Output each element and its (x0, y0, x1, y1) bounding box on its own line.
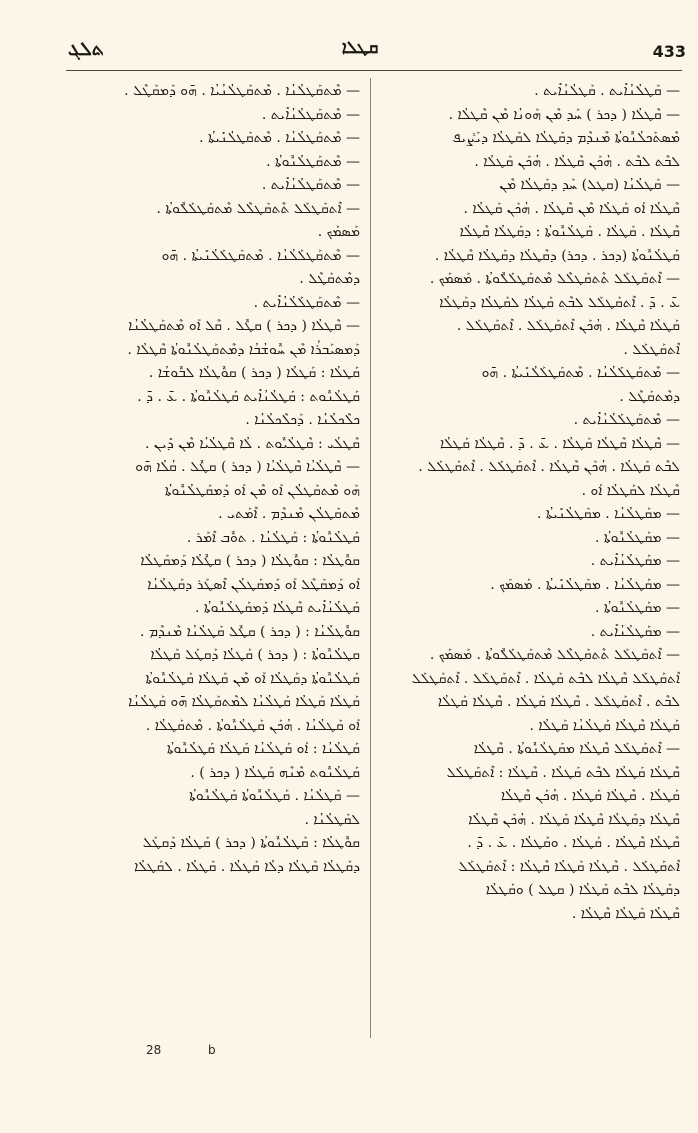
dictionary-line: ܠܩܰܛܠܳܢܳܐ . (304, 811, 360, 828)
dictionary-line: ܩܶܛܠܳܐ ܐܰܘ ܩܰܛܠܳܐ ܡܶܢ ܩܶܛܠܳܐ . ܗܳܟܰܢ ܩܰܛܠܳܐ . (463, 200, 680, 217)
dictionary-line: — ܡܩܰܛܠܳܢܳܐܺܝܬ . (590, 553, 680, 569)
dictionary-line: ܕܩܰܛܠܳܐ ܩܰܛܠܳܐ ܕܠܳܐ ܩܰܛܠܳܐ . ܩܰܛܠܳܐ . ܠܩܰܛܠܳܐ (134, 858, 360, 875)
dictionary-line: — ܡܶܬܩܰܛܠܳܢܽܘܬܳܐ . (266, 153, 360, 170)
dictionary-line: — ܡܩܰܛܠܳܢܳܐܺܝܬ . (590, 623, 680, 640)
dictionary-line: ܟܠܶܟܠܳܢܳܐ . ܕܰܟܠܶܟܠܳܢܳܐ . (245, 412, 360, 428)
dictionary-line: ܕܩܰܛܠܳܐ ܠܒܶܬ ܩܰܛܠܳܐ ( ܩܛܠ ) ܘܩܰܛܠܳܐ (485, 882, 680, 898)
dictionary-line: — ܐܶܬܩܰܛܠܰܠ ܬܶܬܩܰܛܠܶܠ ܡܶܬܩܰܛܠܰܠܽܘܬܳܐ . (156, 200, 360, 217)
dictionary-line: ܩܶܛܠܳܝ : ܩܶܛܠܳܝܽܘܬ . ܠܳܐ ܩܶܛܠܳܝܳܐ ܡܶܢ ܕܺܝܢ . (145, 435, 360, 452)
dictionary-line: ܩܘܽܛܠܳܐ : ܩܰܛܠܳܢܽܘܬܳܐ ( ܕܟܪ ) ܩܰܛܠܳܐ ܕܰܩܛܰܠ (142, 835, 360, 851)
header-page-numeral-syriac: ܬܠܓ (68, 38, 104, 60)
dictionary-line: ܩܰܛܠܳܢܳܐܺܝܬ ܩܶܛܠܳܐ ܕܰܡܩܰܛܠܳܢܽܘܬܳܐ . (195, 600, 360, 616)
dictionary-line: ܡܰܣܡܰܟ . (317, 224, 360, 240)
dictionary-line: — ܡܶܬܩܰܛܠܳܢܳܐܺܝܬ . (261, 177, 360, 193)
dictionary-line: — ܡܩܰܛܠܳܢܽܘܬܳܐ . (594, 529, 680, 546)
dictionary-line: — ܩܶܛܠܳܐ ( ܕܟܪ ) ܩܛܽܠ . ܩܶܠ ܐܰܘ ܡܶܬܩܰܛܠܳܢܳܐ (128, 318, 360, 334)
right-column (380, 80, 680, 926)
dictionary-line: ܩܶܛܠܳܐ . ܩܰܛܠܳܐ . ܩܰܛܠܳܢܽܘܬܳܐ : ܕܩܰܛܠܳܐ ܩܶܛܠܳܐ (459, 224, 680, 240)
dictionary-line: ܩܘܽܛܠܳܐ : ܩܘܽܛܠܳܐ ( ܕܟܪ ) ܩܛܽܠܳܐ ܕܰܡܩܰܛܠܳܐ (140, 553, 360, 569)
dictionary-line: — ܡܶܬܩܰܛܠܰܠܳܢܳܐ . ܡܶܬܩܰܛܠܰܠܳܢܺܝܬܳܐ . ܗ̄ܘ (161, 247, 360, 264)
dictionary-line: ܩܰܛܠܳܐ . ܩܶܛܠܳܐ ܩܰܛܠܳܐ . ܗܳܟܰܢ ܩܶܛܠܳܐ (500, 788, 680, 804)
dictionary-line: ܐܶܬܩܰܛܠܰܠ . ܩܶܛܠܳܐ ܩܰܛܠܳܐ ܩܶܛܠܳܐ : ܐܶܬܩܰܛܠܰܠ (458, 858, 680, 875)
dictionary-line: — ܡܩܰܛܠܳܢܽܘܬܳܐ . (594, 600, 680, 616)
page-header (60, 38, 686, 68)
dictionary-line: ܩܶܛܠܳܐ ܠܩܰܛܠܳܐ ܐܰܘ . (581, 482, 680, 499)
dictionary-line: ܩܘܽܛܠܳܢܳܐ : ( ܕܟܪ ) ܩܛܽܠ ܩܰܛܠܳܢܳܐ ܡܶܢܕܶܡ . (140, 623, 360, 640)
dictionary-line: — ܩܰܛܠܳܢܳܐ . ܩܰܛܠܳܢܽܘܬܳܐ ܩܰܛܠܳܢܽܘܬܳܐ (189, 788, 360, 804)
dictionary-line: ܩܰܛܠܳܢܽܘܬ : ܩܰܛܠܳܢܳܐܺܝܬ ܩܰܛܠܳܢܽܘܬܳܐ . ܥ̄ . ܕ̄ . (137, 388, 360, 405)
dictionary-line: ܩܰܛܠܳܢܽܘܬܳܐ (ܕܟܪ . ܕܟܪ) ܕܩܶܛܠܳܐ ܕܩܰܛܠܳܐ ܩܶܛܠܳܐ . (434, 247, 680, 264)
dictionary-line: — ܡܶܬܩܰܛܠܳܢܳܐ . ܡܶܬܩܰܛܠܳܢܳܝܳܐ . ܗ̄ܘ ܕܰܡܩܰܛܶܠ . (124, 83, 360, 99)
dictionary-line: — ܩܰܛܠܳܢܳܐ (ܩܛܠ) ܚܰܕ ܕܩܰܛܠܳܐ ܡܶܢ (499, 177, 680, 193)
dictionary-line: ܠܒܶܬ ܠܒܶܬ . ܗܳܟܰܢ ܩܶܛܠܳܐ . ܗܳܟܰܢ ܩܰܛܠܳܐ . (474, 153, 680, 170)
column-divider (370, 78, 371, 1038)
dictionary-line: ܗܰܘ ܡܶܬܩܰܛܠܳܢ ܐܰܘ ܡܶܢ ܐܰܘ ܕܰܡܩܰܛܠܳܢܽܘܬܳܐ (164, 482, 360, 499)
dictionary-line: ܠܒܶܬ . ܐܶܬܩܰܛܠܰܠ . ܩܶܛܠܳܐ ܩܰܛܠܳܐ . ܩܶܛܠܳܐ ܩܰܛܠܳܐ (437, 694, 680, 710)
dictionary-line: — ܩܶܛܠܳܝܳܐ ܩܶܛܠܳܝܳܐ ( ܕܟܪ ) ܩܛܽܠ . ܩܳܠܳܐ ܗ̄ܘ (135, 459, 360, 475)
dictionary-line: — ܐܶܬܩܰܛܠܰܠ ܬܶܬܩܰܛܠܶܠ ܡܶܬܩܰܛܠܰܠܽܘܬܳܐ . ܡܰܣܡܰܟ . (429, 271, 680, 287)
header-page-number: 433 (652, 42, 686, 61)
dictionary-line: ܩܰܛܠܳܐ ܩܰܛܠܳܐ ܩܰܛܠܳܢܳܐ ܠܡܶܬܩܰܛܠܳܐ ܗ̄ܘ ܩܰܛܠܳܢܳܐ (128, 694, 360, 710)
dictionary-line: ܐܰܘ ܩܰܛܠܳܢܳܐ . ܗܳܟܰܢ ܩܰܛܠܳܢܽܘܬܳܐ . ܡܶܬܩܰܛܠܳܐ . (145, 717, 360, 734)
dictionary-line: ܩܰܛܠܳܐ ܩܶܛܠܳܐ . ܗܳܟܰܢ ܐܶܬܩܰܛܠܰܠ . ܐܶܬܩܰܛܠܰܠ . (456, 318, 680, 334)
dictionary-line: ܩܶܛܠܳܐ ܩܶܛܠܳܐ . ܩܰܛܠܳܐ . ܘܩܰܛܠܳܐ . ܥ̄ . ܕ̄ . (467, 835, 680, 851)
dictionary-line: ܥ̄ . ܕ̄ . ܐܶܬܩܰܛܠܰܠ ܠܒܶܬ ܩܰܛܠܳܐ ܠܩܰܛܠܳܐ ܕܩܰܛܠܳܐ (439, 294, 680, 311)
dictionary-line: ܩܰܛܠܳܢܽܘܬܳܐ ܕܩܰܛܠܳܐ ܐܰܘ ܡܶܢ ܩܰܛܠܳܐ ܩܰܛܠܳܢܽܘܬܳܐ (145, 670, 360, 687)
dictionary-line: ܩܶܛܠܳܐ ܩܰܛܠܳܐ ܩܶܛܠܳܐ . (571, 905, 680, 922)
dictionary-line: — ܐܶܬܩܰܛܠܰܠ ܩܶܛܠܳܐ ܡܩܰܛܠܳܢܽܘܬܳܐ . ܩܶܛܠܳܐ (473, 741, 680, 757)
dictionary-line: — ܡܩܰܛܠܳܢܳܐ . ܡܩܰܛܠܳܢܺܝܬܳܐ . ܡܰܣܡܰܟ . (490, 576, 680, 593)
dictionary-line: ܩܛܠܳܢܽܘܬܳܐ : ( ܕܟܪ ) ܩܰܛܠܳܐ ܕܰܩܛܰܠ ܩܰܛܠܳܐ (150, 647, 360, 663)
footer-signature-letter: b (208, 1043, 216, 1057)
dictionary-line: — ܡܩܰܛܠܳܢܳܐ . ܡܩܰܛܠܳܢܺܝܬܳܐ . (537, 506, 680, 522)
dictionary-line: ܩܶܛܠܳܐ ܕܩܰܛܠܳܐ ܩܶܛܠܳܐ ܩܰܛܠܳܐ . ܗܳܟܰܢ ܩܶܛܠܳܐ (468, 811, 680, 828)
dictionary-line: ܐܶܬܩܰܛܠܰܠ ܩܶܛܠܳܐ ܠܒܶܬ ܩܰܛܠܳܐ . ܐܶܬܩܰܛܠܰܠ . ܐܶܬܩܰܛܠܰܠ (411, 670, 680, 687)
header-rule (66, 70, 682, 71)
dictionary-line: — ܡܶܬܩܰܛܠܳܢܳܐܺܝܬ . (261, 106, 360, 123)
header-running-title: ܩܛܠܐ (341, 38, 379, 58)
left-column (64, 80, 360, 879)
dictionary-line: ܩܰܛܠܳܢܽܘܬܳܐ : ܩܰܛܠܳܢܳܐ . ܬܘܽܒ ܐܶܡܰܪ . (186, 529, 360, 546)
dictionary-line: — ܐܶܬܩܰܛܠܰܠ ܬܶܬܩܰܛܠܶܠ ܡܶܬܩܰܛܠܰܠܽܘܬܳܐ . ܡܰܣܡܰܟ . (429, 647, 680, 663)
dictionary-line: ܩܶܛܠܳܐ ܩܰܛܠܳܐ ܠܒܶܬ ܩܰܛܠܳܐ . ܩܶܛܠܳܐ : ܐܶܬܩܰܛܠܰܠ (446, 764, 680, 781)
dictionary-line: — ܩܰܛܠܳܢܳܐܺܝܬ . ܩܰܛܠܳܢܳܐܺܝܬ . (534, 83, 680, 99)
dictionary-line: ܐܰܘ ܕܰܡܩܰܛܶܠ ܐܰܘ ܕܰܡܩܰܛܠܳܢ ܐܶܣܛܰܪ ܕܩܰܛܠܳܢܳܐ (147, 576, 360, 593)
dictionary-line: ܕܡܶܬܩܰܛܶܠ . (619, 388, 680, 405)
footer-signature-number: 28 (146, 1043, 162, 1057)
dictionary-line: ܩܰܛܠܳܢܽܘܬ ܡܶܢܶܗ ܩܰܛܠܳܐ ( ܕܟܪ ) . (190, 764, 360, 781)
dictionary-line: ܩܰܛܠܳܐ ܩܶܛܠܳܐ ܩܰܛܠܳܢܳܐ ܩܰܛܠܳܐ . (529, 717, 680, 734)
dictionary-line: — ܩܶܛܠܳܐ ( ܕܟܪ ) ܚܰܕ ܡܶܢ ܗܰܘܢܳܐ ܡܶܢ ܩܶܛܠܳܐ . (448, 106, 680, 123)
dictionary-line: — ܡܶܬܩܰܛܠܰܠܳܢܳܐ . ܡܶܬܩܰܛܠܰܠܳܢܺܝܬܳܐ . ܗ̄ܘ (481, 365, 680, 381)
dictionary-line: ܩܰܛܠܳܐ : ܩܰܛܠܳܐ ( ܕܟܪ ) ܩܘܽܛܠܳܐ ܠܒܽܘܫܳܐ . (148, 365, 360, 381)
dictionary-line: ܕܡܶܬܩܰܛܶܠ . (299, 271, 360, 287)
dictionary-line: ܕܰܡܣܝܰܒܪܳܐ ܡܶܢ ܚܽܘܫܳܒܳܐ ܕܡܶܬܩܰܛܠܳܢܽܘܬܳܐ ܩܶܛܠܳܐ . (127, 341, 360, 358)
dictionary-line: — ܡܶܬܩܰܛܠܳܢܳܐ . ܡܶܬܩܰܛܠܳܢܺܝܬܳܐ . (199, 130, 360, 146)
dictionary-line: — ܡܶܬܩܰܛܠܰܠܳܢܳܐܺܝܬ . (253, 294, 360, 311)
dictionary-line: — ܩܶܛܠܳܐ ܩܶܛܠܳܐ ܩܰܛܠܳܐ . ܥ̄ . ܕ̄ . ܩܶܛܠܳܐ ܩܰܛܠܳܐ (439, 435, 680, 452)
dictionary-line: — ܡܶܬܩܰܛܠܰܠܳܢܳܐܺܝܬ . (573, 412, 680, 428)
dictionary-line: ܩܰܛܠܳܢܳܐ : ܐܰܘ ܩܰܛܠܳܢܳܐ ܩܰܛܠܳܐ ܩܰܛܠܳܢܽܘܬܳܐ (166, 741, 360, 757)
dictionary-line: ܐܶܬܩܰܛܠܰܠ . (623, 341, 680, 358)
dictionary-line: ܡܶܣܬܰܟܠܳܢܽܘܬܳܐ ܡܶܢܕܶܡ ܕܩܰܛܠܳܐ ܠܩܰܛܠܳܐ ܕܝܰܨܺܝܦ (452, 130, 680, 146)
dictionary-line: ܡܶܬܩܰܛܠܳܢ ܡܶܢܕܶܡ . ܐܶܡܰܬܝ . (218, 506, 360, 522)
dictionary-line: ܠܒܶܬ ܩܰܛܠܳܐ . ܗܳܟܰܢ ܩܶܛܠܳܐ . ܐܶܬܩܰܛܠܰܠ . ܐܶܬܩܰܛܠܰܠ . (418, 459, 680, 475)
